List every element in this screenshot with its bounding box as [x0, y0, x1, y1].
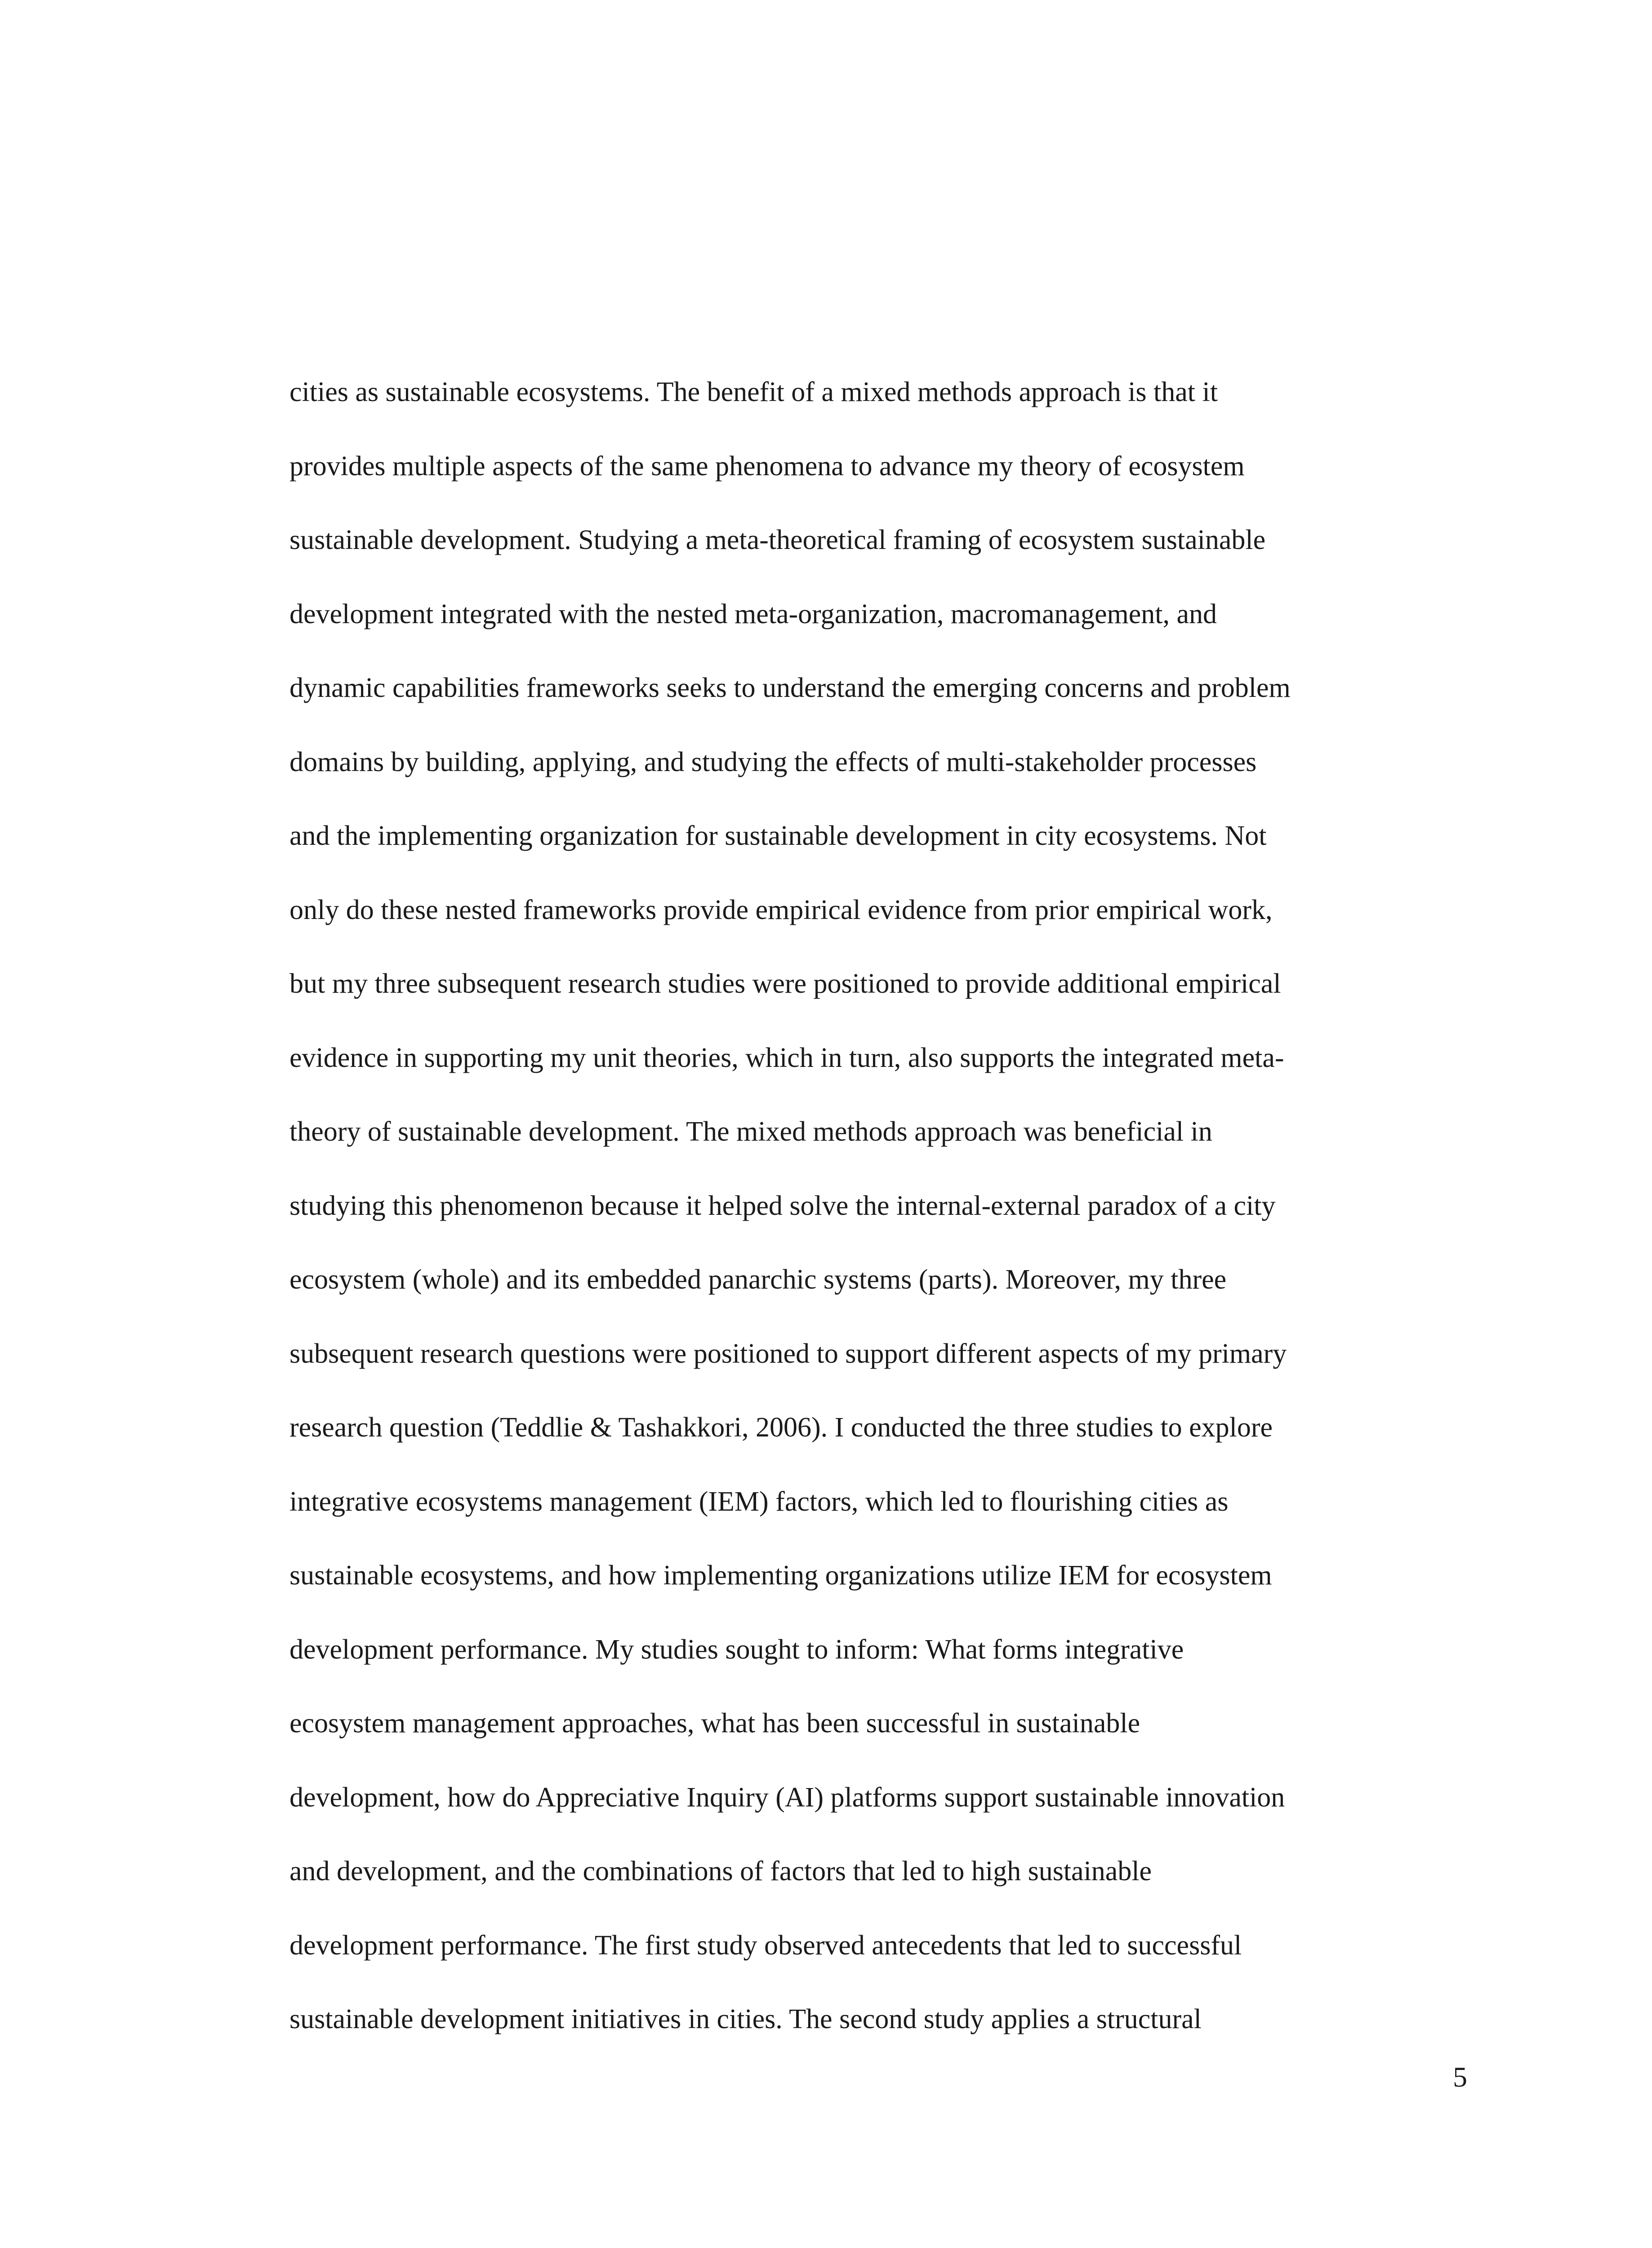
text-line: ecosystem (whole) and its embedded panarchic systems (parts). Moreover, my three — [289, 1264, 1227, 1295]
page-number: 5 — [1453, 2061, 1467, 2093]
text-line: development, how do Appreciative Inquiry (AI) platforms support sustainable innovation — [289, 1782, 1285, 1813]
text-line: and the implementing organization for sustainable development in city ecosystems. Not — [289, 821, 1267, 851]
text-line: evidence in supporting my unit theories, which in turn, also supports the integrated meta- — [289, 1042, 1284, 1073]
text-line: domains by building, applying, and studying the effects of multi-stakeholder processes — [289, 746, 1257, 777]
text-line: development integrated with the nested meta-organization, macromanagement, and — [289, 598, 1217, 629]
text-line: theory of sustainable development. The mixed methods approach was beneficial in — [289, 1116, 1212, 1147]
text-line: development performance. My studies sought to inform: What forms integrative — [289, 1634, 1184, 1665]
text-line: but my three subsequent research studies were positioned to provide additional empirical — [289, 968, 1281, 999]
text-line: development performance. The first study observed antecedents that led to successful — [289, 1930, 1242, 1961]
text-line: provides multiple aspects of the same phenomena to advance my theory of ecosystem — [289, 450, 1245, 482]
text-line: and development, and the combinations of factors that led to high sustainable — [289, 1856, 1152, 1887]
text-line: dynamic capabilities frameworks seeks to understand the emerging concerns and problem — [289, 673, 1291, 703]
text-line: only do these nested frameworks provide empirical evidence from prior empirical work, — [289, 894, 1273, 925]
text-line: sustainable ecosystems, and how implementing organizations utilize IEM for ecosystem — [289, 1560, 1272, 1591]
text-line: research question (Teddlie & Tashakkori, 2006). I conducted the three studies to explore — [289, 1412, 1273, 1443]
text-line: sustainable development initiatives in cities. The second study applies a structural — [289, 2004, 1202, 2034]
body-paragraph — [289, 355, 1467, 2056]
text-line: subsequent research questions were positioned to support different aspects of my primary — [289, 1338, 1287, 1369]
text-line: studying this phenomenon because it helped solve the internal-external paradox of a city — [289, 1190, 1276, 1221]
text-line: sustainable development. Studying a meta-theoretical framing of ecosystem sustainable — [289, 525, 1266, 555]
text-line: cities as sustainable ecosystems. The benefit of a mixed methods approach is that it — [289, 377, 1218, 407]
text-line: integrative ecosystems management (IEM) factors, which led to flourishing cities as — [289, 1486, 1229, 1517]
text-line: ecosystem management approaches, what has been successful in sustainable — [289, 1708, 1140, 1739]
